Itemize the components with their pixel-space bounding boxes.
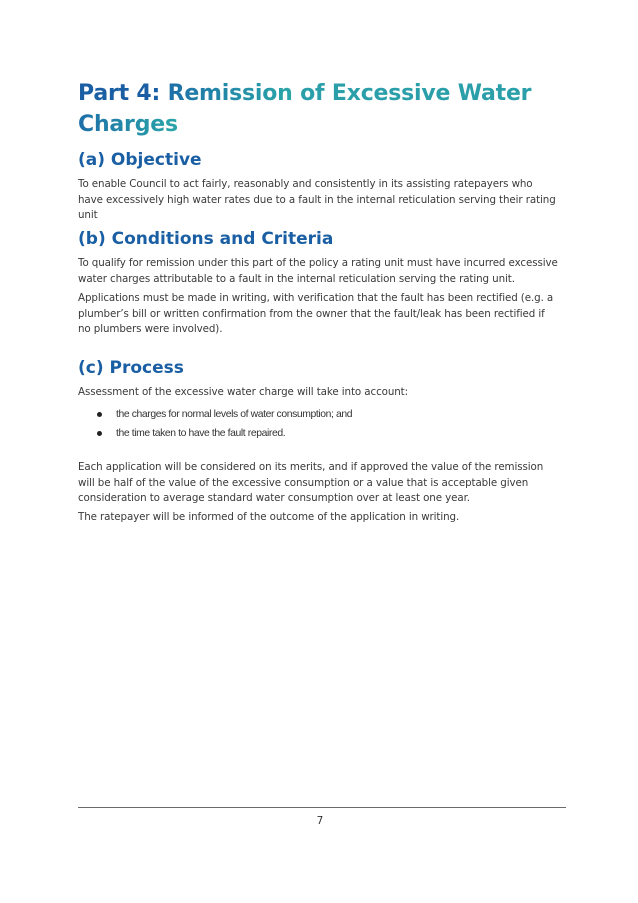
bullet-icon (97, 412, 102, 417)
list-item (94, 405, 352, 424)
process-bullet-list (94, 405, 352, 443)
title-part: Part 4: (78, 81, 161, 106)
section-heading-process: (c) Process (78, 358, 184, 378)
process-intro-paragraph: Assessment of the excessive water charge will take into account: (78, 386, 408, 398)
footer-divider (78, 807, 566, 808)
conditions-paragraph-1: To qualify for remission under this part of the policy a rating unit must have incurred excessive water charges attributable to a fault in the internal reticulation serving the rating unit. (78, 257, 558, 285)
list-item (94, 424, 352, 443)
objective-paragraph: To enable Council to act fairly, reasonably and consistently in its assisting ratepayers who have excessively high water rates due to a fault in the internal reticulation serving their rating unit (78, 178, 556, 221)
bullet-text: the time taken to have the fault repaired. (116, 428, 286, 439)
section-heading-objective: (a) Objective (78, 150, 202, 170)
section-heading-conditions: (b) Conditions and Criteria (78, 229, 334, 249)
title-of: of (300, 81, 325, 106)
bullet-text: the charges for normal levels of water consumption; and (116, 409, 353, 420)
process-paragraph-outcome: The ratepayer will be informed of the outcome of the application in writing. (78, 511, 460, 523)
title-rest: Excessive Water (331, 81, 532, 106)
page-title (78, 78, 558, 140)
process-paragraph-merits: Each application will be considered on its merits, and if approved the value of the remission will be half of the value of the excessive consumption or a value that is acceptable given consideration to average standard water consumption over at least one year. (78, 461, 544, 504)
title-line2: Charges (78, 112, 178, 137)
conditions-paragraph-2: Applications must be made in writing, with verification that the fault has been rectified (e.g. a plumber’s bill or written confirmation from the owner that the fault/leak has been rectified if no plumbers were involved). (78, 292, 554, 335)
bullet-icon (97, 431, 102, 436)
title-remission: Remission (167, 81, 293, 106)
page-number: 7 (316, 815, 324, 827)
